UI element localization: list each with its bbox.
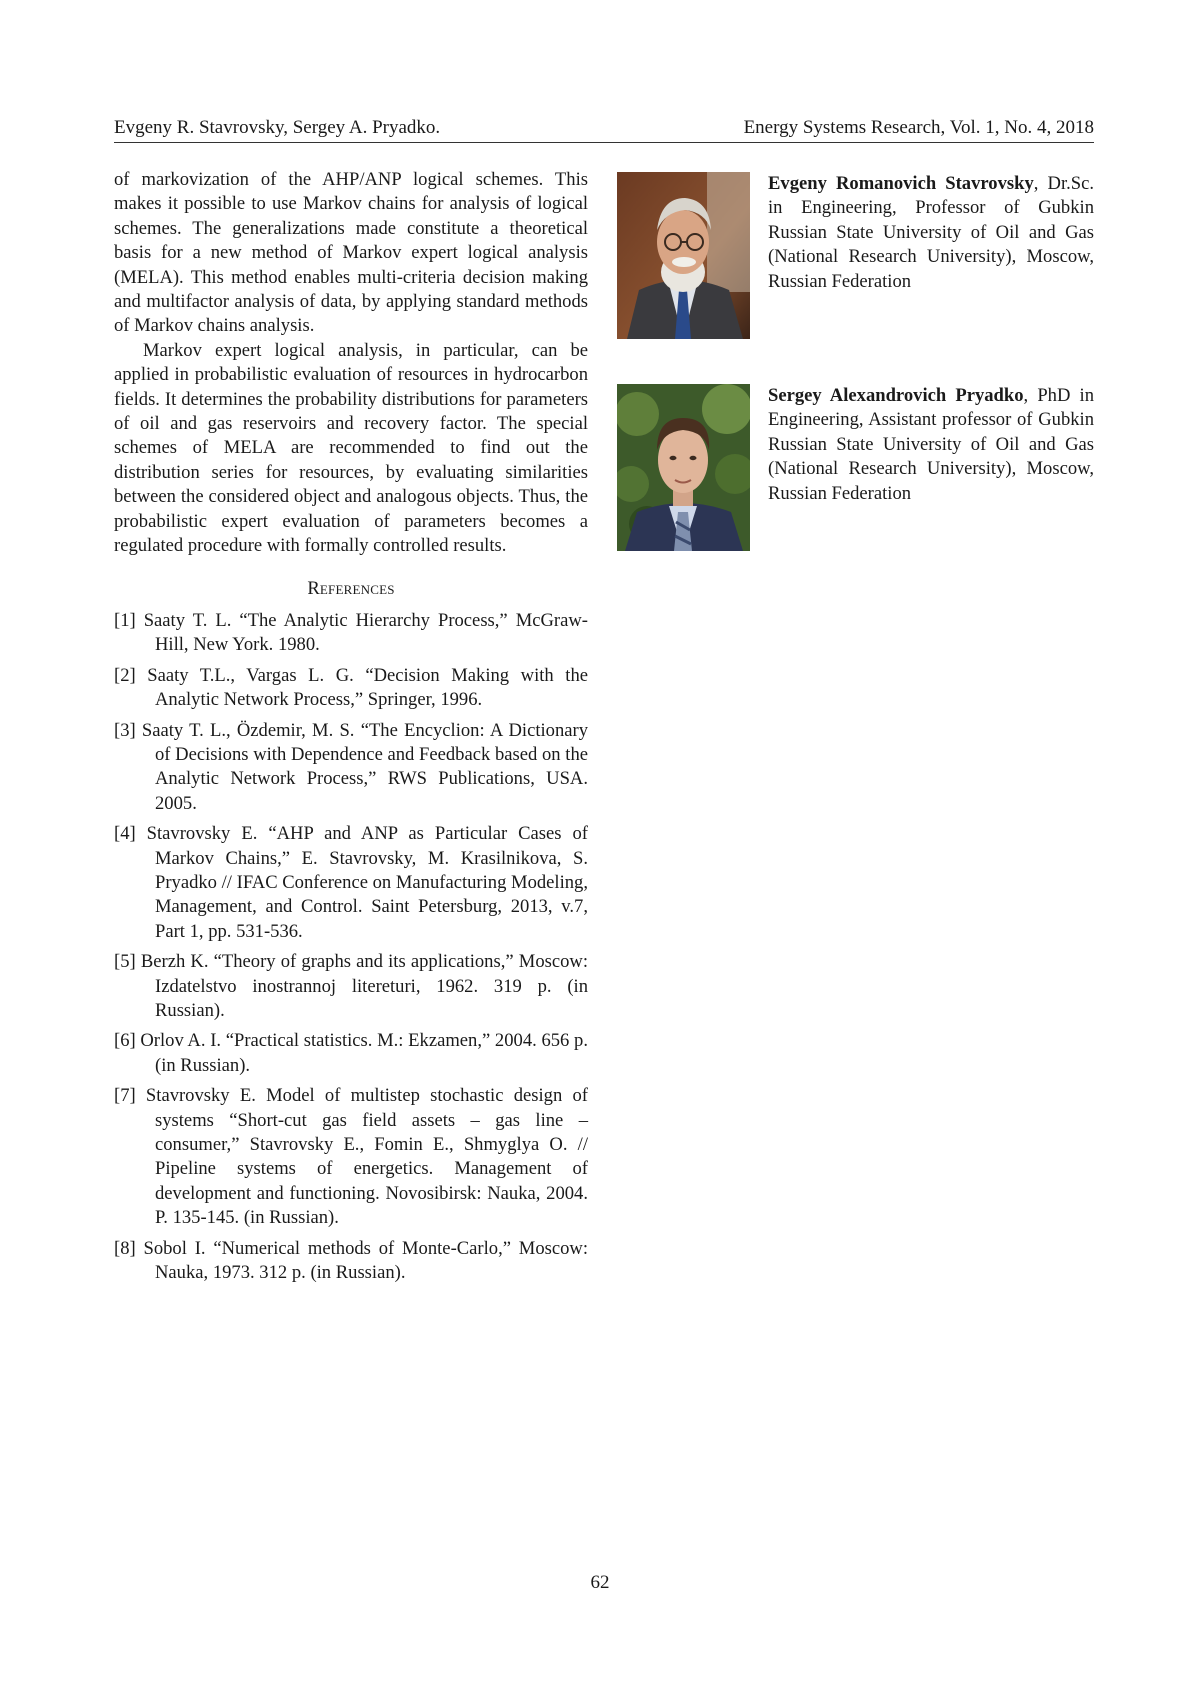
author-photo — [617, 172, 750, 339]
author-name: Sergey Alexandrovich Pryadko — [768, 385, 1024, 406]
body-paragraph: of markovization of the AHP/ANP logical schemes. This makes it possible to use Markov chains for analysis of logical schemes. The generalizations made constitute a theoretical basis for a new method of Markov expert logical analysis (MELA). This method enables multi-criteria decision making and multifactor analysis of data, by applying standard methods of Markov chains analysis. — [114, 169, 588, 337]
author-description: , PhD in Engineering, Assistant professor of Gubkin Russian State University of Oil and Gas (National Research University), Moscow, Russian Federation — [768, 385, 1094, 504]
header-authors: Evgeny R. Stavrovsky, Sergey A. Pryadko. — [114, 117, 441, 138]
body-paragraph: Markov expert logical analysis, in particular, can be applied in probabilistic evaluation of resources in hydrocarbon fields. It determines the probability distributions for parameters of oil and gas reservoirs and recovery factor. The special schemes of MELA are recommended to find out the distribution series for resources, by evaluating similarities between the considered object and analogous objects. Thus, the probabilistic expert evaluation of parameters becomes a regulated procedure with formally controlled results. — [114, 339, 588, 557]
left-column — [114, 168, 588, 1291]
page-number: 62 — [590, 1572, 610, 1593]
author-bio — [768, 384, 1094, 506]
reference-item: [2] Saaty T.L., Vargas L. G. “Decision Making with the Analytic Network Process,” Springer, 1996. — [114, 664, 588, 711]
reference-item: [3] Saaty T. L., Özdemir, M. S. “The Encyclion: A Dictionary of Decisions with Dependence and Feedback based on the Analytic Network Process,” RWS Publications, USA. 2005. — [114, 719, 588, 814]
references-heading: References — [307, 577, 395, 599]
author-description: , Dr.Sc. in Engineering, Professor of Gubkin Russian State University of Oil and Gas (National Research University), Moscow, Russian Federation — [768, 173, 1094, 292]
reference-item: [1] Saaty T. L. “The Analytic Hierarchy Process,” McGraw-Hill, New York. 1980. — [114, 609, 588, 656]
reference-item: [6] Orlov A. I. “Practical statistics. M.: Ekzamen,” 2004. 656 p. (in Russian). — [114, 1030, 588, 1076]
author-photo — [617, 384, 750, 551]
header-journal: Energy Systems Research, Vol. 1, No. 4, 2018 — [743, 117, 1094, 138]
reference-item: [5] Berzh K. “Theory of graphs and its applications,” Moscow: Izdatelstvo inostrannoj litereturi, 1962. 319 p. (in Russian). — [114, 951, 588, 1021]
reference-item: [7] Stavrovsky E. Model of multistep stochastic design of systems “Short-cut gas field assets – gas line – consumer,” Stavrovsky E., Fomin E., Shmyglya O. // Pipeline systems of energetics. Management of development and functioning. Novosibirsk: Nauka, 2004. P. 135-145. (in Russian). — [114, 1085, 588, 1229]
header-divider — [114, 142, 1094, 143]
author-bio — [768, 172, 1094, 294]
reference-item: [4] Stavrovsky E. “AHP and ANP as Particular Cases of Markov Chains,” E. Stavrovsky, M. Krasilnikova, S. Pryadko // IFAC Conference on Manufacturing Modeling, Management, and Control. Saint Petersburg, 2013, v.7, Part 1, pp. 531-536. — [114, 823, 588, 942]
reference-item: [8] Sobol I. “Numerical methods of Monte-Carlo,” Moscow: Nauka, 1973. 312 p. (in Russian). — [114, 1237, 588, 1284]
reference-list — [114, 609, 588, 1286]
author-name: Evgeny Romanovich Stavrovsky — [768, 173, 1034, 194]
